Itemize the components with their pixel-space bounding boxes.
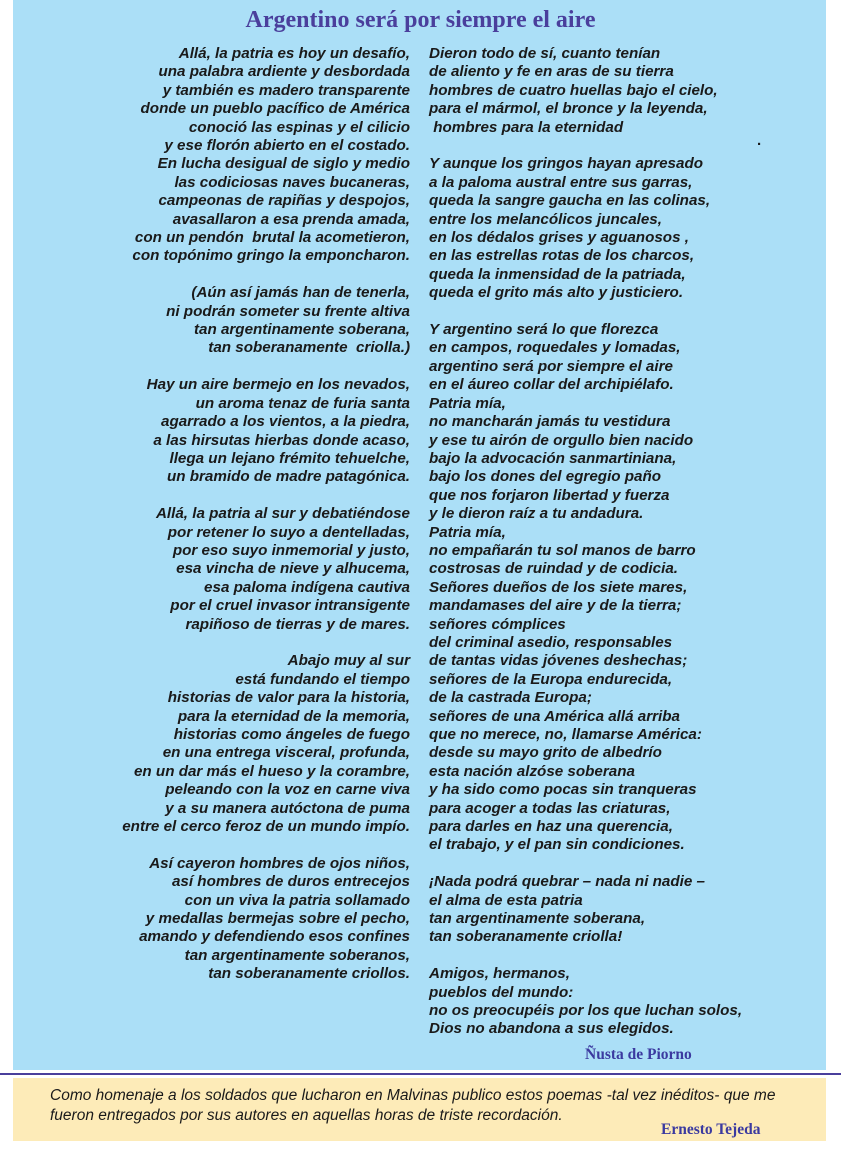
verse-line: tan soberanamente criolla.)	[208, 339, 410, 357]
stanza	[122, 284, 410, 358]
section-divider	[0, 1073, 841, 1075]
verse-line: a las hirsutas hierbas donde acaso,	[153, 431, 410, 449]
stanza	[429, 45, 742, 137]
verse-line: en campos, roquedales y lomadas,	[429, 339, 681, 357]
verse-line: no empañarán tu sol manos de barro	[429, 541, 696, 559]
verse-line: Así cayeron hombres de ojos niños,	[149, 854, 410, 872]
stanza	[122, 505, 410, 634]
verse-line: y a su manera autóctona de puma	[165, 799, 410, 817]
note-text: Como homenaje a los soldados que lucharon en Malvinas publico estos poemas -tal vez inéditos- que me fueron entregados por sus autores en aquellas horas de triste recordación.	[50, 1087, 776, 1124]
verse-line: donde un pueblo pacífico de América	[140, 100, 410, 118]
verse-line: a la paloma austral entre sus garras,	[429, 173, 693, 191]
verse-line: que no merece, no, llamarse América:	[429, 726, 702, 743]
verse-line: en el áureo collar del archipiélafo.	[429, 376, 674, 394]
verse-line: Y argentino será lo que florezca	[429, 321, 659, 339]
verse-line: rapiñoso de tierras y de mares.	[185, 615, 410, 633]
verse-line: con un viva la patria sollamado	[184, 891, 410, 909]
verse-line: señores cómplices	[429, 615, 566, 633]
verse-line: Dieron todo de sí, cuanto tenían	[429, 45, 661, 62]
verse-line: avasallaron a esa prenda amada,	[172, 210, 410, 228]
poem-title: Argentino será por siempre el aire	[245, 7, 596, 33]
verse-line: y ese florón abierto en el costado.	[164, 137, 410, 155]
verse-line: bajo los dones del egregio paño	[429, 468, 662, 486]
verse-line: Allá, la patria al sur y debatiéndose	[155, 505, 410, 523]
stanza	[122, 855, 410, 984]
verse-line: de aliento y fe en aras de su tierra	[429, 63, 674, 81]
stanza	[429, 873, 742, 947]
verse-line: argentino será por siempre el aire	[429, 357, 673, 375]
verse-line: está fundando el tiempo	[235, 670, 410, 688]
verse-line: Y aunque los gringos hayan apresado	[429, 155, 704, 173]
note-signature: Ernesto Tejeda	[661, 1121, 761, 1138]
verse-line: Dios no abandona a sus elegidos.	[429, 1020, 674, 1038]
verse-line: por eso suyo inmemorial y justo,	[172, 541, 410, 559]
verse-line: el alma de esta patria	[429, 891, 583, 909]
verse-line: para la eternidad de la memoria,	[177, 707, 410, 725]
verse-line: tan argentinamente soberanos,	[184, 946, 410, 964]
verse-line: queda la sangre gaucha en las colinas,	[429, 192, 711, 210]
stanza	[122, 376, 410, 486]
stray-mark: .	[757, 132, 762, 149]
verse-line: Allá, la patria es hoy un desafío,	[178, 45, 410, 62]
verse-line: ni podrán someter su frente altiva	[166, 302, 410, 320]
verse-line: y también es madero transparente	[162, 81, 410, 99]
verse-line: del criminal asedio, responsables	[429, 633, 673, 651]
poem-right-column	[429, 45, 742, 1039]
verse-line: Hay un aire bermejo en los nevados,	[146, 376, 410, 394]
verse-line: señores de la Europa endurecida,	[429, 670, 673, 688]
verse-line: (Aún así jamás han de tenerla,	[191, 284, 410, 302]
verse-line: pueblos del mundo:	[429, 983, 574, 1001]
verse-line: así hombres de duros entrecejos	[171, 873, 410, 891]
verse-line: no mancharán jamás tu vestidura	[429, 413, 671, 431]
verse-line: y medallas bermejas sobre el pecho,	[145, 910, 410, 928]
verse-line: En lucha desigual de siglo y medio	[157, 155, 410, 173]
verse-line: tan soberanamente criolla!	[429, 928, 623, 946]
verse-line: y ha sido como pocas sin tranqueras	[429, 781, 697, 799]
verse-line: para darles en haz una querencia,	[429, 818, 673, 836]
verse-line: costrosas de ruindad y de codicia.	[429, 560, 678, 578]
poem-left-column	[122, 45, 410, 984]
verse-line: agarrado a los vientos, a la piedra,	[161, 413, 410, 431]
verse-line: tan soberanamente criollos.	[208, 965, 410, 983]
verse-line: Patria mía,	[429, 394, 506, 412]
verse-line: en un dar más el hueso y la corambre,	[133, 762, 410, 780]
verse-line: Amigos, hermanos,	[429, 965, 570, 983]
verse-line: para el mármol, el bronce y la leyenda,	[429, 100, 708, 118]
verse-line: por retener lo suyo a dentelladas,	[167, 523, 410, 541]
verse-line: historias de valor para la historia,	[167, 689, 410, 707]
verse-line: esa vincha de nieve y alhucema,	[176, 560, 410, 578]
verse-line: hombres de cuatro huellas bajo el cielo,	[429, 81, 718, 99]
verse-line: entre el cerco feroz de un mundo impío.	[122, 818, 410, 835]
verse-line: Señores dueños de los siete mares,	[429, 578, 688, 596]
verse-line: desde su mayo grito de albedrío	[429, 744, 662, 762]
verse-line: y le dieron raíz a tu andadura.	[429, 505, 644, 523]
verse-line: queda el grito más alto y justiciero.	[429, 284, 684, 302]
stanza	[429, 321, 742, 855]
verse-line: tan argentinamente soberana,	[193, 321, 410, 339]
verse-line: campeonas de rapiñas y despojos,	[158, 192, 410, 210]
verse-line: de la castrada Europa;	[429, 689, 592, 707]
verse-line: amando y defendiendo esos confines	[139, 928, 410, 946]
verse-line: y ese tu airón de orgullo bien nacido	[429, 431, 694, 449]
stanza	[429, 965, 742, 1039]
verse-line: el trabajo, y el pan sin condiciones.	[429, 836, 685, 854]
verse-line: queda la inmensidad de la patriada,	[429, 265, 686, 283]
verse-line: de tantas vidas jóvenes deshechas;	[429, 652, 688, 670]
verse-line: un bramido de madre patagónica.	[166, 468, 410, 486]
verse-line: Patria mía,	[429, 523, 506, 541]
verse-line: señores de una América allá arriba	[429, 707, 680, 725]
verse-line: para acoger a todas las criaturas,	[429, 799, 671, 817]
verse-line: en los dédalos grises y aguanosos ,	[429, 229, 689, 247]
verse-line: que nos forjaron libertad y fuerza	[429, 486, 670, 504]
verse-line: entre los melancólicos juncales,	[429, 210, 662, 228]
verse-line: esta nación alzóse soberana	[429, 762, 635, 780]
verse-line: un aroma tenaz de furia santa	[195, 394, 410, 412]
verse-line: una palabra ardiente y desbordada	[158, 63, 410, 81]
verse-line: Abajo muy al sur	[287, 652, 410, 670]
stanza	[122, 652, 410, 836]
verse-line: esa paloma indígena cautiva	[204, 578, 410, 596]
verse-line: ¡Nada podrá quebrar – nada ni nadie –	[429, 873, 705, 891]
verse-line: hombres para la eternidad	[429, 118, 624, 136]
verse-line: por el cruel invasor intransigente	[170, 597, 410, 615]
stanza	[122, 45, 410, 266]
verse-line: llega un lejano frémito tehuelche,	[169, 449, 410, 467]
verse-line: historias como ángeles de fuego	[173, 725, 410, 743]
verse-line: con un pendón brutal la acometieron,	[134, 229, 410, 247]
verse-line: mandamases del aire y de la tierra;	[429, 597, 682, 615]
verse-line: en una entrega visceral, profunda,	[162, 744, 410, 762]
verse-line: en las estrellas rotas de los charcos,	[429, 247, 695, 265]
verse-line: no os preocupéis por los que luchan solos,	[429, 1002, 743, 1020]
poem-author: Ñusta de Piorno	[585, 1046, 692, 1063]
verse-line: con topónimo gringo la emponcharon.	[132, 247, 410, 265]
verse-line: tan argentinamente soberana,	[429, 910, 646, 928]
stanza	[429, 155, 742, 302]
verse-line: las codiciosas naves bucaneras,	[174, 173, 410, 191]
verse-line: bajo la advocación sanmartiniana,	[429, 449, 677, 467]
verse-line: peleando con la voz en carne viva	[165, 781, 410, 799]
verse-line: conoció las espinas y el cilicio	[188, 118, 410, 136]
